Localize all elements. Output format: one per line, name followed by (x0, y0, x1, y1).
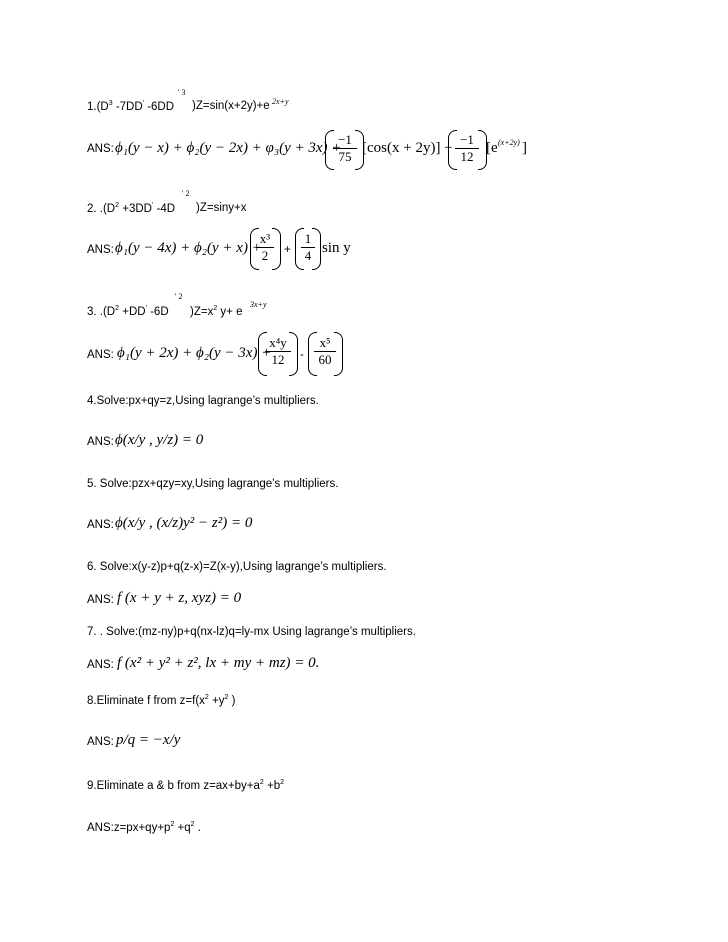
fraction-den: 2 (261, 248, 269, 263)
q-part: 3. .(D (87, 305, 116, 318)
ans-sup: 2 (170, 821, 175, 828)
plus-sign: + (284, 244, 291, 256)
fraction (265, 335, 291, 368)
q-sup: 2 (115, 202, 120, 209)
question-7: 7. . Solve:(mz-ny)p+q(nx-lz)q=ly-mx Using lagrange’s multipliers. (87, 626, 416, 638)
ans-tail-end: ] (522, 140, 527, 156)
q-sup: ' (145, 305, 147, 312)
q-tail: )Z=sin(x+2y)+e (192, 100, 270, 112)
ans-expr: ϕ₁(y + 2x) + ϕ₂(y − 3x) + (117, 345, 272, 361)
ans-mid: [cos(x + 2y)] + (362, 140, 453, 156)
ans-tail: sin y (322, 240, 351, 256)
q-part: 2. .(D (87, 202, 116, 215)
question-3-tail (190, 305, 243, 318)
ans-part: . (194, 821, 201, 834)
q-sup: 3 (108, 100, 113, 107)
fraction-num: 1 (301, 231, 315, 248)
ans-sup: 2 (190, 821, 195, 828)
question-3-text (87, 305, 169, 318)
q-sup: 2 (259, 779, 264, 786)
question-4: 4.Solve:px+qy=z,Using lagrange’s multipliers. (87, 395, 319, 407)
q-part: )Z=x (190, 305, 214, 318)
question-8 (87, 694, 235, 707)
q-exp: 2x+y (272, 97, 289, 106)
ans-label: ANS:z=px+qy+p (87, 821, 171, 834)
ans-label: ANS: (87, 349, 114, 361)
ans-label: ANS: (87, 436, 114, 448)
q-part: +DD (119, 305, 146, 318)
question-1-text (87, 100, 174, 113)
q-sup: ' 2 (175, 292, 183, 301)
q-part: -6D (146, 305, 169, 318)
ans-label: ANS: (87, 736, 114, 748)
fraction-den: 12 (271, 352, 285, 367)
fraction (455, 132, 479, 165)
fraction (314, 335, 336, 368)
q-part: -6DD (144, 100, 175, 113)
fraction-den: 75 (338, 149, 352, 164)
ans-label: ANS: (87, 519, 114, 531)
ans-expr: f (x + y + z, xyz) = 0 (117, 590, 242, 606)
q-part: +y (208, 694, 225, 707)
q-sup: 2 (280, 779, 285, 786)
q-part: ) (228, 694, 236, 707)
answer-9 (87, 821, 201, 834)
ans-expr: p/q = −x/y (116, 732, 181, 748)
q-sup: 2 (213, 305, 218, 312)
fraction-num: x³ (256, 231, 274, 248)
q-part: 8.Eliminate f from z=f(x (87, 694, 205, 707)
fraction (333, 132, 357, 165)
ans-expr: ϕ(x/y , y/z) = 0 (115, 432, 204, 448)
q-part: y+ e (217, 305, 243, 318)
q-sup: ' 3 (178, 88, 186, 97)
q-sup: ' (151, 202, 154, 209)
ans-expr: ϕ₁(y − x) + ϕ₂(y − 2x) + φ₃(y + 3x) + (115, 140, 342, 156)
question-5: 5. Solve:pzx+qzy=xy,Using lagrange’s multipliers. (87, 478, 339, 490)
fraction-den: 12 (460, 149, 474, 164)
paren-right (289, 332, 298, 376)
fraction-num: x⁵ (314, 335, 336, 352)
q-part: 9.Eliminate a & b from z=ax+by+a (87, 779, 260, 792)
q-exp: 3x+y (250, 300, 267, 309)
q-sup: 2 (115, 305, 120, 312)
q-part: -4D (153, 202, 176, 215)
fraction-den: 60 (318, 352, 332, 367)
q-tail: )Z=siny+x (196, 202, 247, 214)
q-sup: 2 (204, 694, 209, 701)
q-sup: ' (142, 100, 145, 107)
paren-right (312, 228, 321, 270)
fraction-num: −1 (333, 132, 357, 149)
q-part: +b (263, 779, 281, 792)
minus-sign: - (300, 349, 304, 361)
ans-expr: f (x² + y² + z², lx + my + mz) = 0. (117, 655, 320, 671)
question-2-text (87, 202, 175, 215)
ans-label: ANS: (87, 143, 114, 155)
ans-expr: ϕ(x/y , (x/z)y² − z²) = 0 (115, 515, 253, 531)
question-9 (87, 779, 284, 792)
q-sup: ' 2 (182, 189, 190, 198)
ans-label: ANS: (87, 244, 114, 256)
ans-label: ANS: (87, 659, 114, 671)
paren-right (272, 228, 281, 270)
question-6: 6. Solve:x(y-z)p+q(z-x)=Z(x-y),Using lagrange’s multipliers. (87, 561, 387, 573)
q-part: -7DD (112, 100, 143, 113)
ans-exp: (x+2y) (498, 138, 520, 147)
ans-label: ANS: (87, 594, 114, 606)
ans-tail: [e (486, 140, 498, 156)
fraction-den: 4 (304, 248, 312, 263)
paren-right (334, 332, 343, 376)
fraction-num: −1 (455, 132, 479, 149)
q-part: +3DD (119, 202, 152, 215)
q-part: 1.(D (87, 100, 109, 113)
q-sup: 2 (224, 694, 229, 701)
ans-expr: ϕ₁(y − 4x) + ϕ₂(y + x) + (115, 240, 262, 256)
fraction-num: x⁴y (265, 335, 291, 352)
ans-part: +q (174, 821, 191, 834)
